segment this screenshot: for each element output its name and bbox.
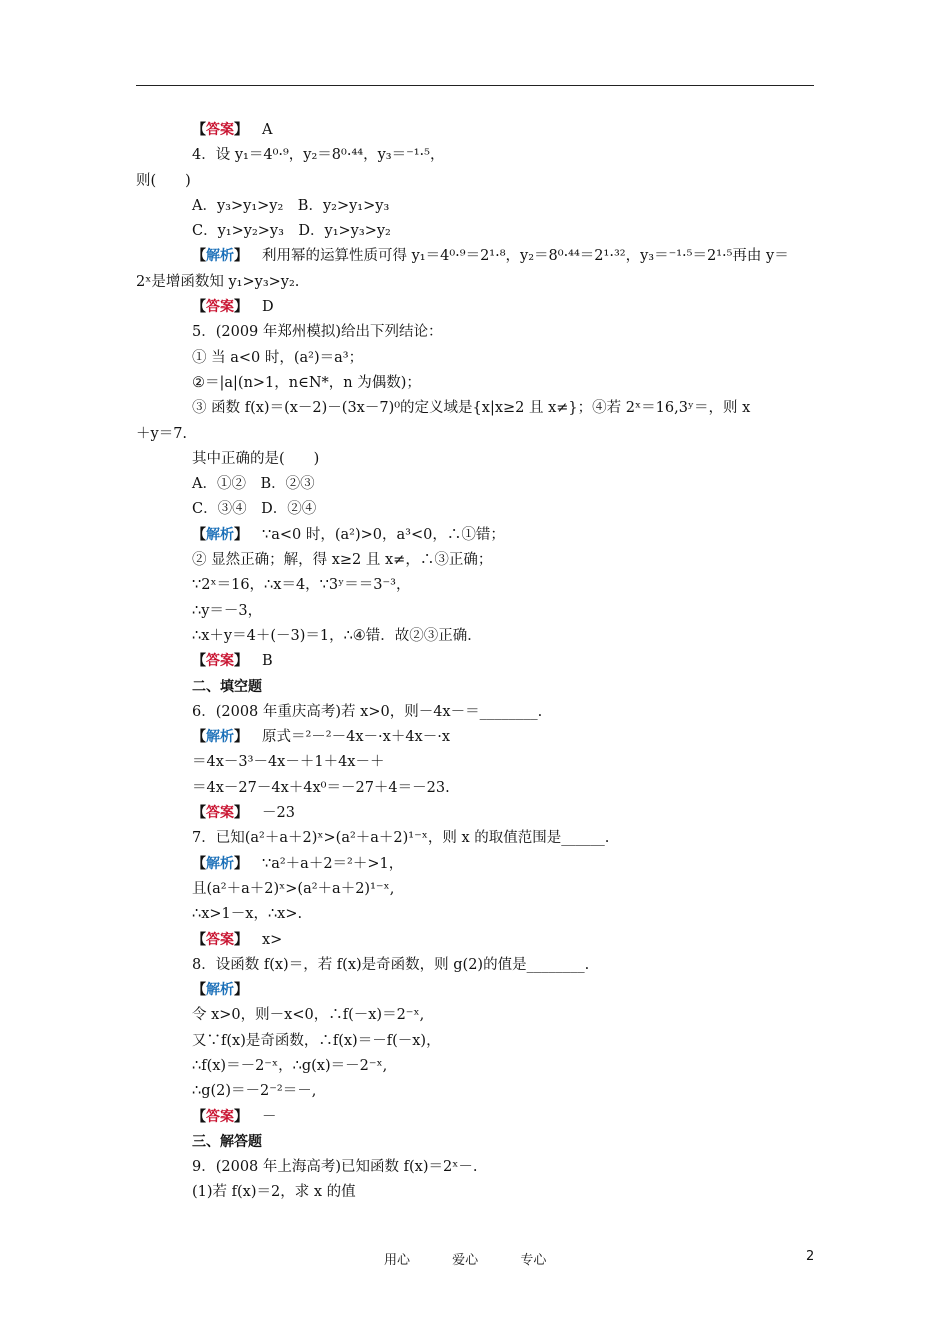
question-5-item-1: ① 当 a<0 时，(a²)＝a³；: [192, 349, 364, 366]
analysis-cont: ∴x＋y＝4＋(－3)＝1，∴④错．故②③正确．: [192, 627, 482, 644]
answer-line: 【答案】 D: [192, 299, 274, 316]
answer-tag: 【答案】: [192, 805, 248, 822]
analysis-cont: ② 显然正确；解，得 x≥2 且 x≠，∴③正确；: [192, 552, 493, 569]
header-rule: [136, 85, 814, 86]
analysis-tag: 【解析】: [192, 855, 248, 872]
question-8: 8．设函数 f(x)＝，若 f(x)是奇函数，则 g(2)的值是________.: [192, 956, 590, 973]
answer-tag: 【答案】: [192, 931, 248, 948]
footer-motto-3: 专心: [520, 1253, 547, 1268]
analysis-cont: ∴y＝－3，: [192, 602, 263, 619]
analysis-cont: ＝4x－27－4x＋4x⁰＝－27＋4＝－23.: [192, 779, 450, 796]
question-9: 9．(2008 年上海高考)已知函数 f(x)＝2ˣ－.: [192, 1159, 478, 1176]
analysis-line: 【解析】 ∵a²＋a＋2＝²＋>1，: [192, 855, 404, 872]
section-heading-fill-in: 二、填空题: [192, 678, 262, 695]
question-4-options-ab: A．y₃>y₁>y₂ B．y₂>y₁>y₃: [192, 197, 390, 214]
answer-tag: 【答案】: [192, 299, 248, 316]
question-6: 6．(2008 年重庆高考)若 x>0，则－4x－＝________.: [192, 703, 543, 720]
analysis-tag: 【解析】: [192, 248, 248, 265]
analysis-cont: 又∵f(x)是奇函数，∴f(x)＝－f(－x)，: [192, 1032, 441, 1049]
section-heading-solve: 三、解答题: [192, 1133, 262, 1150]
question-5-item-3: ③ 函数 f(x)＝(x－2)－(3x－7)⁰的定义域是{x|x≥2 且 x≠}；④若 2ˣ＝16,3ʸ＝，则 x: [192, 400, 751, 417]
question-5-prompt: 其中正确的是( ): [192, 450, 320, 467]
question-5: 5．(2009 年郑州模拟)给出下列结论：: [192, 324, 443, 341]
answer-line: 【答案】 A: [192, 122, 273, 138]
question-5-options-cd: C．③④ D．②④: [192, 501, 317, 518]
analysis-cont: ∴x>1－x，∴x>.: [192, 906, 303, 923]
analysis-tag: 【解析】: [192, 729, 248, 746]
analysis-tag: 【解析】: [192, 526, 248, 543]
question-9-part-1: (1)若 f(x)＝2，求 x 的值: [192, 1184, 356, 1201]
answer-tag: 【答案】: [192, 122, 248, 138]
question-5-options-ab: A．①② B．②③: [192, 476, 315, 493]
answer-line: 【答案】 －: [192, 1108, 277, 1125]
question-4-options-cd: C．y₁>y₂>y₃ D．y₁>y₃>y₂: [192, 223, 391, 240]
footer-motto-2: 爱心: [452, 1253, 479, 1268]
analysis-cont: 且(a²＋a＋2)ˣ>(a²＋a＋2)¹⁻ˣ,: [192, 880, 395, 897]
analysis-cont: ∵2ˣ＝16，∴x＝4，∵3ʸ＝＝3⁻³，: [192, 577, 411, 594]
analysis-line: [136, 978, 816, 1003]
answer-line: 【答案】 B: [192, 653, 273, 670]
answer-tag: 【答案】: [192, 653, 248, 670]
footer-motto: [384, 1249, 584, 1268]
analysis-cont: ∴g(2)＝－2⁻²＝－,: [192, 1083, 317, 1100]
analysis-cont: 令 x>0，则－x<0，∴f(－x)＝2⁻ˣ,: [192, 1007, 425, 1024]
question-4: 4．设 y₁＝4⁰·⁹，y₂＝8⁰·⁴⁴，y₃＝⁻¹·⁵，: [192, 147, 445, 164]
analysis-cont: ＝4x－3³－4x－＋1＋4x－＋: [192, 754, 385, 771]
page-number: 2: [806, 1249, 815, 1264]
analysis-cont: ∴f(x)＝－2⁻ˣ，∴g(x)＝－2⁻ˣ,: [192, 1057, 388, 1074]
answer-line: 【答案】 x>: [192, 931, 283, 948]
analysis-tag: 【解析】: [192, 982, 248, 999]
question-7: 7．已知(a²＋a＋2)ˣ>(a²＋a＋2)¹⁻ˣ，则 x 的取值范围是______.: [192, 830, 610, 847]
answer-tag: 【答案】: [192, 1108, 248, 1125]
analysis-cont: 2ˣ是增函数知 y₁>y₃>y₂.: [136, 273, 300, 290]
analysis-line: 【解析】 利用幂的运算性质可得 y₁＝4⁰·⁹＝2¹·⁸，y₂＝8⁰·⁴⁴＝2¹·³²，y₃＝⁻¹·⁵＝2¹·⁵再由 y＝: [192, 248, 789, 265]
analysis-line: 【解析】 原式＝²－²－4x－·x＋4x－·x: [192, 729, 451, 746]
question-5-item-3-cont: ＋y＝7.: [136, 425, 188, 442]
analysis-line: 【解析】 ∵a<0 时，(a²)>0，a³<0，∴①错；: [192, 526, 505, 543]
question-4-then: 则( ): [136, 172, 191, 189]
answer-line: 【答案】 －23: [192, 805, 295, 822]
question-5-item-2: ②＝|a|(n>1，n∈N*，n 为偶数)；: [192, 374, 421, 391]
page-body: [136, 118, 816, 1206]
footer-motto-1: 用心: [384, 1253, 411, 1268]
